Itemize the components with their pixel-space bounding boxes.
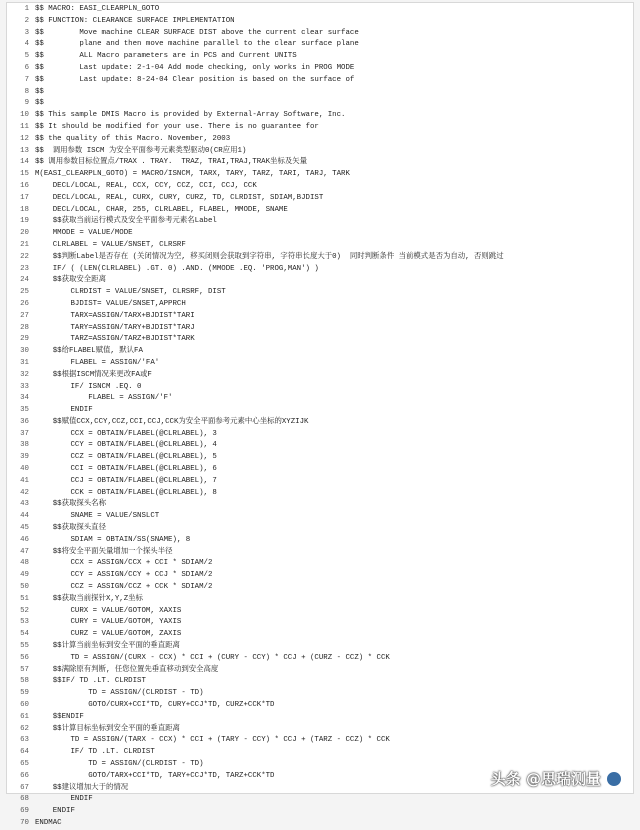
line-number: 23 [20,264,29,273]
line-number: 69 [20,807,29,816]
code-line [7,806,633,818]
code-line [7,39,633,51]
line-number: 26 [20,299,29,308]
line-text: $$ENDIF [35,712,84,721]
line-number: 58 [20,677,29,686]
line-text: $$获取当前运行模式及安全平面参考元素名Label [35,217,217,226]
line-text: CCY = OBTAIN/FLABEL(@CLRLABEL), 4 [35,441,217,450]
line-text: $$获取当前探针X,Y,Z坐标 [35,594,143,603]
line-number: 19 [20,217,29,226]
code-line [7,641,633,653]
line-text: $$ MACRO: EASI_CLEARPLN_GOTO [35,5,160,13]
code-line [7,570,633,582]
code-line [7,393,633,405]
line-number: 15 [20,170,29,179]
line-text: $$满除原有判断, 任您位置先垂直移动到安全高度 [35,665,219,674]
line-text: DECL/LOCAL, CHAR, 255, CLRLABEL, FLABEL, MMODE, SNAME [35,205,288,214]
line-number: 30 [20,347,29,356]
line-text: $$ Last update: 8-24-04 Clear position is based on the surface of [35,75,355,84]
code-line [7,323,633,335]
code-line [7,476,633,488]
line-number: 29 [20,335,29,344]
code-line [7,511,633,523]
line-number: 67 [20,783,29,792]
line-number: 44 [20,512,29,521]
code-line [7,417,633,429]
code-line [7,16,633,28]
line-number: 50 [20,583,29,592]
code-line [7,275,633,287]
line-number: 6 [24,63,29,72]
line-number: 4 [24,40,29,49]
line-text: GOTO/CURX+CCI*TD, CURY+CCJ*TD, CURZ+CCK*TD [35,701,275,710]
line-text: $$ FUNCTION: CLEARANCE SURFACE IMPLEMENTATION [35,16,235,25]
line-text: $$获取安全距离 [35,276,106,285]
line-number: 7 [24,75,29,84]
line-text: $$ This sample DMIS Macro is provided by External-Array Software, Inc. [35,111,346,120]
line-text: $$ plane and then move machine parallel to the clear surface plane [35,40,359,49]
line-text: M(EASI_CLEARPLN_GOTO) = MACRO/ISNCM, TARX, TARY, TARZ, TARI, TARJ, TARK [35,170,350,179]
line-number: 20 [20,229,29,238]
line-text: ENDIF [35,807,75,816]
line-text: FLABEL = ASSIGN/'FA' [35,358,160,367]
code-line [7,440,633,452]
code-line [7,169,633,181]
line-number: 33 [20,382,29,391]
code-line [7,594,633,606]
line-number: 48 [20,559,29,568]
line-text: BJDIST= VALUE/SNSET,APPRCH [35,299,186,308]
line-text: TD = ASSIGN/(CLRDIST - TD) [35,760,204,768]
line-number: 18 [20,205,29,214]
code-line [7,228,633,240]
line-text: CCJ = OBTAIN/FLABEL(@CLRLABEL), 7 [35,476,217,485]
line-number: 42 [20,488,29,497]
code-line [7,523,633,535]
code-line [7,98,633,110]
code-line [7,87,633,99]
line-number: 63 [20,736,29,745]
line-text: TD = ASSIGN/(CLRDIST - TD) [35,689,204,698]
code-line [7,665,633,677]
line-number: 31 [20,358,29,367]
line-number: 70 [20,818,29,827]
line-text: TD = ASSIGN/(TARX - CCX) * CCI + (TARY - CCY) * CCJ + (TARZ - CCZ) * CCK [35,736,390,745]
line-number: 9 [24,99,29,108]
line-text: $$建议增加大于的情况 [35,783,129,792]
line-text: SDIAM = OBTAIN/SS(SNAME), 8 [35,535,191,544]
line-text: $$根据ISCM情况来更改FA或F [35,370,152,379]
line-number: 64 [20,748,29,757]
line-text: CURZ = VALUE/GOTOM, ZAXIS [35,630,182,639]
line-text: CLRLABEL = VALUE/SNSET, CLRSRF [35,240,186,249]
line-text: $$ 调用参数 ISCM 为安全平面参考元素类型驱动0(CR应用1) [35,146,247,155]
line-number: 27 [20,311,29,320]
line-text: $$ [35,99,44,108]
line-number: 53 [20,618,29,627]
line-number: 59 [20,689,29,698]
line-number: 61 [20,712,29,721]
line-text: IF/ ( (LEN(CLRLABEL) .GT. 0) .AND. (MMODE .EQ. 'PROG,MAN') ) [35,264,319,273]
line-text: $$赋值CCX,CCY,CCZ,CCI,CCJ,CCK为安全平面参考元素中心坐标的XYZIJK [35,417,309,426]
line-number: 43 [20,500,29,509]
line-text: $$ Move machine CLEAR SURFACE DIST above the current clear surface [35,28,359,37]
code-line [7,488,633,500]
line-text: $$ [35,87,44,96]
code-line [7,63,633,75]
line-text: MMODE = VALUE/MODE [35,229,133,238]
code-line [7,205,633,217]
code-line [7,110,633,122]
line-text: CCZ = OBTAIN/FLABEL(@CLRLABEL), 5 [35,453,217,462]
line-number: 16 [20,181,29,190]
code-line [7,629,633,641]
line-text: GOTO/TARX+CCI*TD, TARY+CCJ*TD, TARZ+CCK*TD [35,771,275,780]
line-text: CCX = ASSIGN/CCX + CCI * SDIAM/2 [35,559,213,568]
line-number: 28 [20,323,29,332]
line-text: $$ Last update: 2-1-04 Add mode checking, only works in PROG MODE [35,63,355,72]
line-text: DECL/LOCAL, REAL, CCX, CCY, CCZ, CCI, CCJ, CCK [35,181,257,190]
code-line [7,405,633,417]
line-number: 57 [20,665,29,674]
code-line [7,370,633,382]
line-number: 46 [20,535,29,544]
code-line [7,358,633,370]
code-line [7,334,633,346]
line-number: 52 [20,606,29,615]
code-line [7,688,633,700]
line-number: 65 [20,760,29,768]
line-text: $$ ALL Macro parameters are in PCS and Current UNITS [35,52,297,61]
code-line [7,653,633,665]
code-line [7,429,633,441]
code-line [7,499,633,511]
line-number: 22 [20,252,29,261]
code-line [7,606,633,618]
line-number: 62 [20,724,29,733]
line-number: 34 [20,394,29,403]
line-number: 35 [20,406,29,415]
line-number: 40 [20,465,29,474]
line-text: CCX = OBTAIN/FLABEL(@CLRLABEL), 3 [35,429,217,438]
code-line [7,724,633,736]
code-line [7,134,633,146]
line-number: 68 [20,795,29,804]
line-number: 47 [20,547,29,556]
line-text: CCZ = ASSIGN/CCZ + CCK * SDIAM/2 [35,583,213,592]
line-text: CURY = VALUE/GOTOM, YAXIS [35,618,182,627]
code-listing [7,4,633,830]
line-number: 38 [20,441,29,450]
code-line [7,452,633,464]
line-number: 13 [20,146,29,155]
line-number: 51 [20,594,29,603]
document-page [6,2,634,827]
code-line [7,547,633,559]
line-number: 2 [24,16,29,25]
code-line [7,382,633,394]
code-line [7,617,633,629]
line-text: CURX = VALUE/GOTOM, XAXIS [35,606,182,615]
line-number: 25 [20,288,29,297]
line-number: 3 [24,28,29,37]
code-line [7,216,633,228]
line-number: 45 [20,524,29,533]
line-number: 11 [20,122,29,131]
watermark [491,768,623,789]
code-line [7,735,633,747]
line-number: 36 [20,417,29,426]
line-text: ENDIF [35,795,93,804]
line-text: $$ 调用参数目标位置点/TRAX . TRAY. TRAZ, TRAI,TRAJ,TRAK坐标及矢量 [35,158,308,167]
code-line [7,712,633,724]
code-line [7,240,633,252]
code-line [7,794,633,806]
code-line [7,28,633,40]
code-line [7,346,633,358]
line-text: $$计算目标坐标到安全平面的垂直距离 [35,724,180,733]
watermark-logo-icon [605,770,623,788]
line-text: CCI = OBTAIN/FLABEL(@CLRLABEL), 6 [35,465,217,474]
line-number: 55 [20,642,29,651]
code-line [7,464,633,476]
line-text: $$判断Label是否存在 (关闭情况为空, 移买闭则会获取到字符串, 字符串长度大于0) 同时判断条件 当前模式是否为自动, 否则跳过 [35,252,504,261]
line-number: 56 [20,653,29,662]
line-number: 41 [20,476,29,485]
line-number: 66 [20,771,29,780]
line-text: $$ the quality of this Macro. November, 2003 [35,134,231,143]
line-text: FLABEL = ASSIGN/'F' [35,394,173,403]
line-text: TARY=ASSIGN/TARY+BJDIST*TARJ [35,323,195,332]
line-text: $$ It should be modified for your use. There is no guarantee for [35,122,319,131]
line-number: 60 [20,701,29,710]
line-text: $$IF/ TD .LT. CLRDIST [35,677,146,686]
code-line [7,558,633,570]
line-number: 32 [20,370,29,379]
line-text: TARX=ASSIGN/TARX+BJDIST*TARI [35,311,195,320]
code-line [7,818,633,830]
line-number: 24 [20,276,29,285]
code-line [7,75,633,87]
line-number: 21 [20,240,29,249]
line-number: 8 [24,87,29,96]
line-text: ENDMAC [35,818,62,827]
line-text: IF/ TD .LT. CLRDIST [35,748,155,757]
line-number: 14 [20,158,29,167]
code-line [7,582,633,594]
line-text: TARZ=ASSIGN/TARZ+BJDIST*TARK [35,335,195,344]
code-line [7,193,633,205]
code-line [7,122,633,134]
code-line [7,264,633,276]
line-number: 39 [20,453,29,462]
code-line [7,311,633,323]
line-number: 17 [20,193,29,202]
line-text: $$计算当前坐标到安全平面的垂直距离 [35,642,180,651]
line-text: $$获取探头名称 [35,500,106,509]
line-text: CCK = OBTAIN/FLABEL(@CLRLABEL), 8 [35,488,217,497]
line-text: $$给FLABEL赋值, 默认FA [35,347,143,356]
line-number: 12 [20,134,29,143]
line-number: 49 [20,571,29,580]
code-line [7,535,633,547]
code-line [7,4,633,16]
line-text: $$获取探头直径 [35,524,106,533]
code-line [7,299,633,311]
watermark-text: 头条 @思瑞测量 [490,770,601,788]
code-line [7,252,633,264]
line-text: SNAME = VALUE/SNSLCT [35,512,160,521]
line-number: 37 [20,429,29,438]
code-line [7,700,633,712]
code-line [7,747,633,759]
line-number: 10 [20,111,29,120]
line-text: CCY = ASSIGN/CCY + CCJ * SDIAM/2 [35,571,213,580]
code-line [7,676,633,688]
line-text: DECL/LOCAL, REAL, CURX, CURY, CURZ, TD, CLRDIST, SDIAM,BJDIST [35,193,324,202]
code-line [7,287,633,299]
line-text: IF/ ISNCM .EQ. 0 [35,382,142,391]
line-text: TD = ASSIGN/(CURX - CCX) * CCI + (CURY - CCY) * CCJ + (CURZ - CCZ) * CCK [35,653,390,662]
line-number: 1 [24,5,29,13]
line-number: 5 [24,52,29,61]
code-line [7,181,633,193]
line-text: ENDIF [35,406,93,415]
line-number: 54 [20,630,29,639]
line-text: $$将安全平面矢量增加一个探头半径 [35,547,173,556]
code-line [7,146,633,158]
code-line [7,157,633,169]
line-text: CLRDIST = VALUE/SNSET, CLRSRF, DIST [35,288,226,297]
code-line [7,51,633,63]
